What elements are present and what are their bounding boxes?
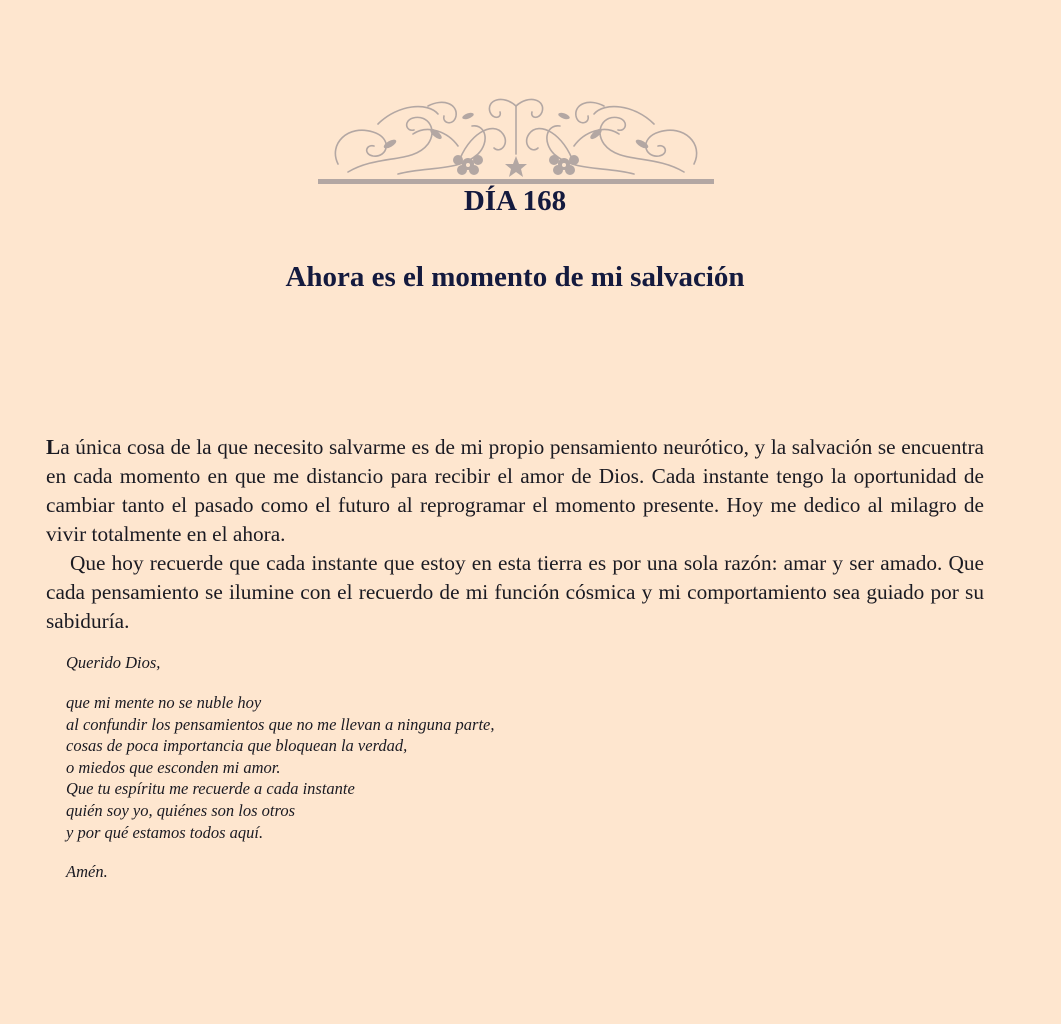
prayer (66, 652, 766, 883)
day-title: DÍA 168 (463, 185, 567, 217)
prayer-line: y por qué estamos todos aquí. (66, 822, 264, 842)
prayer-line: o miedos que esconden mi amor. (66, 757, 281, 777)
lesson-title: Ahora es el momento de mi salvación (285, 261, 745, 293)
paragraph-2: Que hoy recuerde que cada instante que estoy en esta tierra es por una sola razón: amar y ser amado. Que cada pensamiento se ilumine con el recuerdo de mi función cósmica y mi comportamiento sea guiado por su sabiduría. (46, 551, 984, 633)
initial-letter: L (46, 435, 61, 459)
paragraph-1-text: a única cosa de la que necesito salvarme es de mi propio pensamiento neurótico, y la salvación se encuentra en cada momento en que me distancio para recibir el amor de Dios. Cada instante tengo la oportunidad de cambiar tanto el pasado como el futuro al reprogramar el momento presente. Hoy me dedico al milagro de vivir totalmente en el ahora. (46, 435, 984, 546)
prayer-line: al confundir los pensamientos que no me llevan a ninguna parte, (66, 714, 495, 734)
prayer-line: cosas de poca importancia que bloquean la verdad, (66, 736, 408, 756)
prayer-line: quién soy yo, quiénes son los otros (66, 800, 295, 820)
prayer-salutation: Querido Dios, (66, 653, 161, 672)
prayer-closing: Amén. (66, 862, 108, 882)
floral-ornament-icon (318, 94, 714, 186)
body-text (46, 433, 984, 636)
prayer-body (66, 692, 766, 843)
prayer-line: Que tu espíritu me recuerde a cada instante (66, 779, 355, 799)
paragraph-1 (46, 433, 984, 549)
prayer-line: que mi mente no se nuble hoy (66, 693, 262, 712)
